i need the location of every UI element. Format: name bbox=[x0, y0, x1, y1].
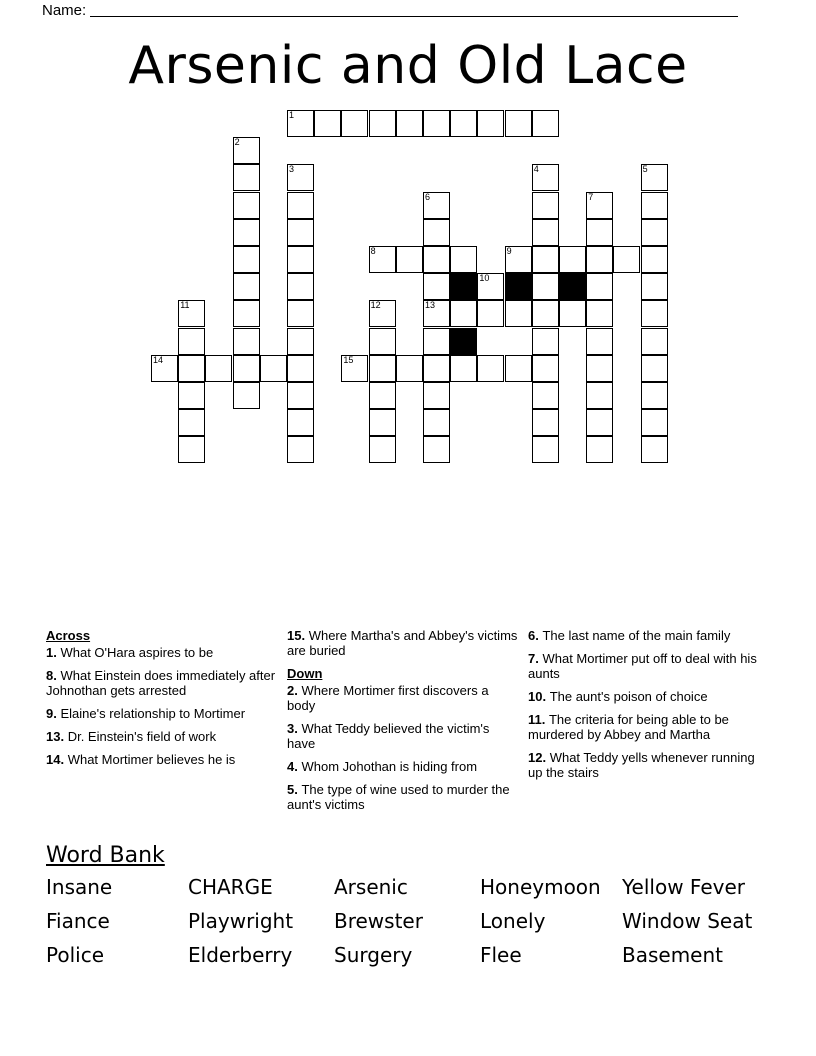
grid-cell-number: 5 bbox=[642, 164, 648, 175]
grid-cell[interactable] bbox=[423, 110, 450, 137]
grid-cell[interactable] bbox=[287, 328, 314, 355]
grid-cell[interactable] bbox=[532, 409, 559, 436]
grid-cell-number: 4 bbox=[533, 164, 539, 175]
grid-cell[interactable] bbox=[233, 246, 260, 273]
grid-cell[interactable] bbox=[641, 328, 668, 355]
grid-cell-number: 12 bbox=[370, 300, 381, 311]
clue-number: 10. bbox=[528, 689, 550, 704]
clues-column-2 bbox=[287, 628, 519, 820]
word-bank-word[interactable]: Fiance bbox=[46, 909, 110, 933]
grid-cell-blocked bbox=[450, 328, 477, 355]
grid-cell[interactable] bbox=[586, 355, 613, 382]
grid-cell[interactable] bbox=[532, 219, 559, 246]
clue-text: The last name of the main family bbox=[542, 628, 731, 643]
clue-number: 5. bbox=[287, 782, 302, 797]
grid-cell[interactable] bbox=[396, 110, 423, 137]
grid-cell[interactable] bbox=[505, 110, 532, 137]
word-bank-word[interactable]: Honeymoon bbox=[480, 875, 601, 899]
grid-cell[interactable] bbox=[369, 409, 396, 436]
grid-cell-number: 2 bbox=[234, 137, 240, 148]
clue-number: 15. bbox=[287, 628, 309, 643]
grid-cell[interactable] bbox=[505, 300, 532, 327]
crossword-grid[interactable] bbox=[0, 0, 816, 480]
grid-cell[interactable] bbox=[450, 355, 477, 382]
name-label: Name: bbox=[42, 2, 87, 19]
grid-cell[interactable] bbox=[341, 355, 368, 382]
grid-cell[interactable] bbox=[178, 328, 205, 355]
clue-number: 13. bbox=[46, 729, 68, 744]
grid-cell[interactable] bbox=[205, 355, 232, 382]
grid-cell[interactable] bbox=[641, 192, 668, 219]
grid-cell[interactable] bbox=[287, 355, 314, 382]
grid-cell-blocked bbox=[505, 273, 532, 300]
clue-number: 6. bbox=[528, 628, 543, 643]
grid-cell[interactable] bbox=[450, 300, 477, 327]
clue-item bbox=[528, 750, 760, 780]
grid-cell[interactable] bbox=[396, 246, 423, 273]
word-bank-word[interactable]: CHARGE bbox=[188, 875, 273, 899]
grid-cell[interactable] bbox=[477, 355, 504, 382]
grid-cell[interactable] bbox=[450, 110, 477, 137]
grid-cell[interactable] bbox=[314, 110, 341, 137]
grid-cell[interactable] bbox=[233, 137, 260, 164]
grid-cell[interactable] bbox=[233, 355, 260, 382]
grid-cell[interactable] bbox=[341, 110, 368, 137]
grid-cell[interactable] bbox=[532, 192, 559, 219]
clue-text: What Teddy yells whenever running up the stairs bbox=[528, 750, 755, 780]
word-bank-word[interactable]: Surgery bbox=[334, 943, 413, 967]
grid-cell[interactable] bbox=[423, 246, 450, 273]
grid-cell[interactable] bbox=[178, 355, 205, 382]
grid-cell[interactable] bbox=[423, 355, 450, 382]
clue-number: 3. bbox=[287, 721, 302, 736]
grid-cell[interactable] bbox=[586, 328, 613, 355]
clue-item bbox=[528, 712, 760, 742]
grid-cell[interactable] bbox=[641, 355, 668, 382]
grid-cell[interactable] bbox=[369, 110, 396, 137]
clue-item bbox=[528, 651, 760, 681]
grid-cell[interactable] bbox=[233, 164, 260, 191]
grid-cell[interactable] bbox=[613, 246, 640, 273]
grid-cell[interactable] bbox=[586, 409, 613, 436]
grid-cell[interactable] bbox=[369, 382, 396, 409]
grid-cell[interactable] bbox=[641, 246, 668, 273]
grid-cell[interactable] bbox=[423, 300, 450, 327]
word-bank-section bbox=[46, 843, 786, 969]
grid-cell[interactable] bbox=[586, 436, 613, 463]
grid-cell[interactable] bbox=[586, 382, 613, 409]
clue-text: What Einstein does immediately after Johnothan gets arrested bbox=[46, 668, 276, 698]
clues-column-3 bbox=[528, 628, 760, 788]
word-bank-title: Word Bank bbox=[46, 843, 165, 868]
down-heading: Down bbox=[287, 666, 323, 681]
grid-cell[interactable] bbox=[586, 273, 613, 300]
grid-cell[interactable] bbox=[287, 382, 314, 409]
clue-number: 4. bbox=[287, 759, 302, 774]
grid-cell[interactable] bbox=[641, 273, 668, 300]
grid-cell-number: 7 bbox=[588, 191, 594, 202]
grid-cell-number: 13 bbox=[425, 300, 436, 311]
grid-cell[interactable] bbox=[532, 328, 559, 355]
clue-number: 8. bbox=[46, 668, 61, 683]
grid-cell[interactable] bbox=[178, 436, 205, 463]
word-bank-word[interactable]: Yellow Fever bbox=[622, 875, 746, 899]
grid-cell[interactable] bbox=[178, 409, 205, 436]
clue-item bbox=[287, 628, 519, 658]
grid-cell[interactable] bbox=[532, 355, 559, 382]
clue-text: What Teddy believed the victim's have bbox=[287, 721, 490, 751]
grid-cell[interactable] bbox=[423, 219, 450, 246]
clue-text: Where Mortimer first discovers a body bbox=[287, 683, 489, 713]
grid-cell[interactable] bbox=[641, 164, 668, 191]
grid-cell[interactable] bbox=[369, 436, 396, 463]
clue-number: 12. bbox=[528, 750, 550, 765]
clue-text: The aunt's poison of choice bbox=[549, 689, 708, 704]
word-bank-word[interactable]: Insane bbox=[46, 875, 113, 899]
grid-cell[interactable] bbox=[396, 355, 423, 382]
grid-cell[interactable] bbox=[233, 192, 260, 219]
grid-cell[interactable] bbox=[641, 382, 668, 409]
grid-cell-number: 8 bbox=[370, 246, 376, 256]
grid-cell[interactable] bbox=[423, 273, 450, 300]
grid-cell-number: 15 bbox=[343, 354, 354, 365]
grid-cell-number: 9 bbox=[506, 246, 512, 256]
grid-cell[interactable] bbox=[641, 219, 668, 246]
grid-cell-number: 11 bbox=[180, 300, 190, 311]
grid-cell[interactable] bbox=[287, 110, 314, 137]
clue-text: The criteria for being able to be murdered by Abbey and Martha bbox=[528, 712, 729, 742]
grid-cell-number: 1 bbox=[289, 110, 295, 120]
word-bank-word[interactable]: Brewster bbox=[334, 909, 423, 933]
clue-text: Elaine's relationship to Mortimer bbox=[60, 706, 246, 721]
clue-text: What Mortimer believes he is bbox=[67, 752, 236, 767]
grid-cell[interactable] bbox=[260, 355, 287, 382]
clue-item bbox=[46, 706, 278, 721]
grid-cell[interactable] bbox=[287, 273, 314, 300]
page-title: Arsenic and Old Lace bbox=[128, 36, 688, 96]
grid-cell[interactable] bbox=[505, 246, 532, 273]
grid-cell[interactable] bbox=[505, 355, 532, 382]
clue-number: 14. bbox=[46, 752, 68, 767]
grid-cell-blocked bbox=[559, 273, 586, 300]
grid-cell[interactable] bbox=[586, 219, 613, 246]
clue-number: 11. bbox=[528, 712, 549, 727]
grid-cell[interactable] bbox=[423, 436, 450, 463]
clue-item bbox=[46, 668, 278, 698]
clue-text: What Mortimer put off to deal with his aunts bbox=[528, 651, 757, 681]
grid-cell[interactable] bbox=[287, 436, 314, 463]
grid-cell[interactable] bbox=[233, 300, 260, 327]
grid-cell[interactable] bbox=[477, 273, 504, 300]
clues-column-1 bbox=[46, 628, 278, 775]
grid-cell[interactable] bbox=[151, 355, 178, 382]
clue-item bbox=[287, 782, 519, 812]
grid-cell[interactable] bbox=[178, 382, 205, 409]
grid-cell[interactable] bbox=[369, 300, 396, 327]
grid-cell[interactable] bbox=[532, 382, 559, 409]
grid-cell-number: 3 bbox=[289, 164, 295, 175]
grid-cell[interactable] bbox=[586, 300, 613, 327]
grid-cell-number: 6 bbox=[425, 191, 431, 202]
across-heading: Across bbox=[46, 628, 91, 643]
grid-cell[interactable] bbox=[532, 273, 559, 300]
clues-section bbox=[46, 628, 772, 828]
grid-cell[interactable] bbox=[369, 246, 396, 273]
grid-cell[interactable] bbox=[532, 436, 559, 463]
grid-cell[interactable] bbox=[233, 382, 260, 409]
grid-cell[interactable] bbox=[287, 409, 314, 436]
clue-number: 7. bbox=[528, 651, 543, 666]
word-bank-word[interactable]: Elderberry bbox=[188, 943, 293, 967]
grid-cell[interactable] bbox=[287, 192, 314, 219]
clue-text: Dr. Einstein's field of work bbox=[67, 729, 217, 744]
grid-cell[interactable] bbox=[477, 300, 504, 327]
clue-number: 9. bbox=[46, 706, 61, 721]
grid-cell[interactable] bbox=[423, 409, 450, 436]
grid-cell[interactable] bbox=[641, 409, 668, 436]
clue-number: 2. bbox=[287, 683, 302, 698]
word-bank-list bbox=[46, 873, 786, 969]
word-bank-word[interactable]: Playwright bbox=[188, 909, 294, 933]
word-bank-word[interactable]: Police bbox=[46, 943, 104, 967]
grid-cell[interactable] bbox=[477, 110, 504, 137]
grid-cell[interactable] bbox=[178, 300, 205, 327]
clue-item bbox=[287, 721, 519, 751]
grid-cell[interactable] bbox=[532, 164, 559, 191]
grid-cell[interactable] bbox=[423, 382, 450, 409]
grid-cell[interactable] bbox=[287, 219, 314, 246]
clue-item bbox=[528, 689, 760, 704]
grid-cell[interactable] bbox=[233, 219, 260, 246]
clue-item bbox=[287, 759, 519, 774]
word-bank-word[interactable]: Window Seat bbox=[622, 909, 753, 933]
grid-cell[interactable] bbox=[532, 110, 559, 137]
grid-cell[interactable] bbox=[369, 328, 396, 355]
clue-item bbox=[46, 645, 278, 660]
grid-cell[interactable] bbox=[369, 355, 396, 382]
grid-cell[interactable] bbox=[641, 300, 668, 327]
grid-cell-number: 14 bbox=[153, 354, 164, 365]
grid-cell[interactable] bbox=[559, 300, 586, 327]
grid-cell[interactable] bbox=[423, 192, 450, 219]
clue-text: Where Martha's and Abbey's victims are buried bbox=[287, 628, 518, 658]
grid-cell-number: 10 bbox=[479, 273, 490, 284]
grid-cell[interactable] bbox=[532, 300, 559, 327]
grid-cell[interactable] bbox=[287, 246, 314, 273]
clue-item bbox=[46, 729, 278, 744]
clue-item bbox=[287, 683, 519, 713]
clue-item bbox=[46, 752, 278, 767]
grid-cell[interactable] bbox=[532, 246, 559, 273]
clue-number: 1. bbox=[46, 645, 61, 660]
word-bank-word[interactable]: Arsenic bbox=[334, 875, 408, 899]
grid-cell[interactable] bbox=[450, 246, 477, 273]
grid-cell-blocked bbox=[450, 273, 477, 300]
grid-cell[interactable] bbox=[559, 246, 586, 273]
grid-cell[interactable] bbox=[287, 300, 314, 327]
word-bank-word[interactable]: Basement bbox=[622, 943, 724, 967]
clue-text: Whom Johothan is hiding from bbox=[301, 759, 478, 774]
grid-cell[interactable] bbox=[586, 192, 613, 219]
grid-cell[interactable] bbox=[641, 436, 668, 463]
clue-item bbox=[528, 628, 760, 643]
grid-cell[interactable] bbox=[586, 246, 613, 273]
word-bank-word[interactable]: Flee bbox=[480, 943, 522, 967]
grid-cell[interactable] bbox=[423, 328, 450, 355]
clue-text: The type of wine used to murder the aunt's victims bbox=[287, 782, 510, 812]
grid-cell[interactable] bbox=[287, 164, 314, 191]
word-bank-word[interactable]: Lonely bbox=[480, 909, 546, 933]
grid-cell[interactable] bbox=[233, 328, 260, 355]
grid-cell[interactable] bbox=[233, 273, 260, 300]
clue-text: What O'Hara aspires to be bbox=[60, 645, 214, 660]
